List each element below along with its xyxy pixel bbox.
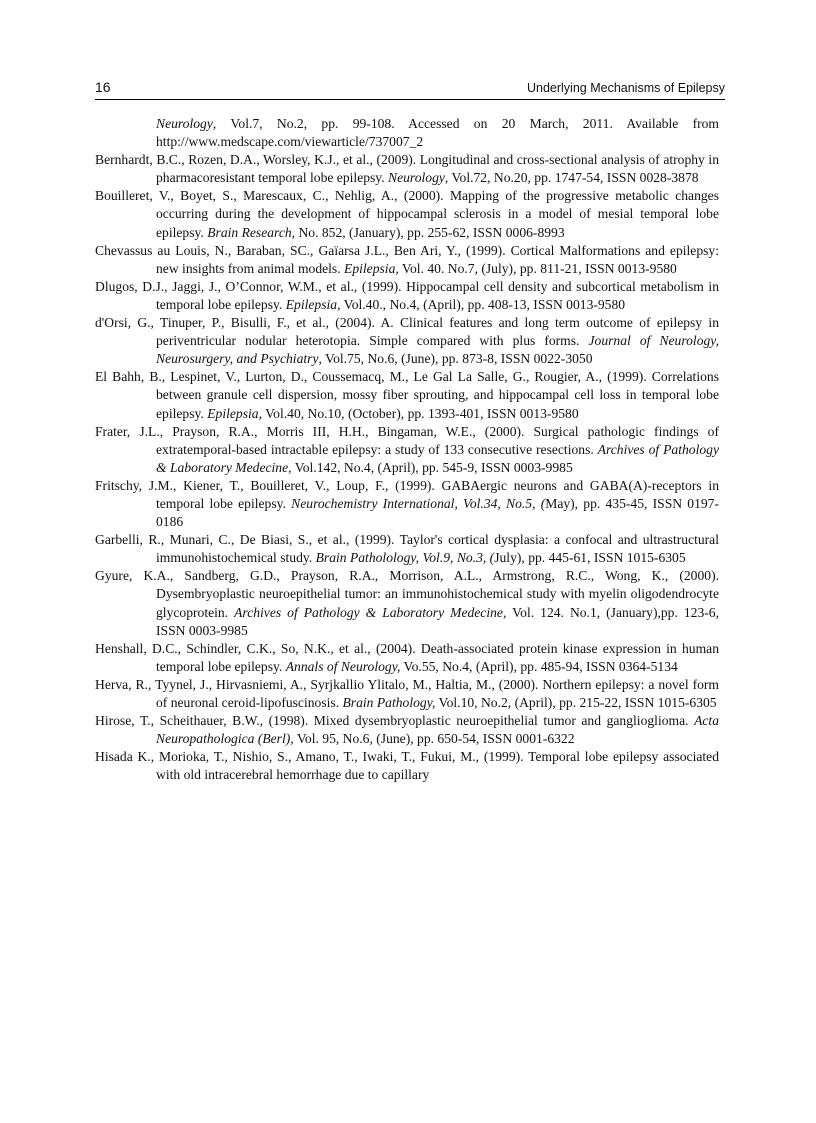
reference-entry: Garbelli, R., Munari, C., De Biasi, S., et al., (1999). Taylor's cortical dysplasia: a confocal and ultrastructural immunohistochemical study. Brain Patholology, Vol.9, No.3, (July), pp. 445-61, ISSN 1015-6305 bbox=[95, 532, 719, 566]
reference-entry: Dlugos, D.J., Jaggi, J., O’Connor, W.M., et al., (1999). Hippocampal cell density and subcortical metabolism in temporal lobe epilepsy. Epilepsia, Vol.40., No.4, (April), pp. 408-13, ISSN 0013-9580 bbox=[95, 278, 719, 312]
reference-entry: Chevassus au Louis, N., Baraban, SC., Gaïarsa J.L., Ben Ari, Y., (1999). Cortical Malformations and epilepsy: new insights from animal models. Epilepsia, Vol. 40. No.7, (July), pp. 811-21, ISSN 0013-9580 bbox=[95, 242, 719, 276]
reference-entry: Hisada K., Morioka, T., Nishio, S., Amano, T., Iwaki, T., Fukui, M., (1999). Temporal lobe epilepsy associated with old intracerebral hemorrhage due to capillary bbox=[95, 749, 719, 783]
page-header bbox=[95, 79, 725, 100]
reference-list bbox=[95, 115, 719, 784]
reference-entry: Bernhardt, B.C., Rozen, D.A., Worsley, K.J., et al., (2009). Longitudinal and cross-sectional analysis of atrophy in pharmacoresistant temporal lobe epilepsy. Neurology, Vol.72, No.20, pp. 1747-54, ISSN 0028-3878 bbox=[95, 152, 719, 186]
reference-entry: El Bahh, B., Lespinet, V., Lurton, D., Coussemacq, M., Le Gal La Salle, G., Rougier, A., (1999). Correlations between granule cell dispersion, mossy fiber sprouting, and hippocampal cell loss in temporal lobe epilepsy. Epilepsia, Vol.40, No.10, (October), pp. 1393-401, ISSN 0013-9580 bbox=[95, 369, 719, 421]
running-title: Underlying Mechanisms of Epilepsy bbox=[526, 81, 725, 95]
reference-entry: Bouilleret, V., Boyet, S., Marescaux, C., Nehlig, A., (2000). Mapping of the progressive metabolic changes occurring during the development of hippocampal sclerosis in a model of mesial temporal lobe epilepsy. Brain Research, No. 852, (January), pp. 255-62, ISSN 0006-8993 bbox=[95, 188, 719, 240]
reference-entry: Herva, R., Tyynel, J., Hirvasniemi, A., Syrjkallio Ylitalo, M., Haltia, M., (2000). Northern epilepsy: a novel form of neuronal ceroid-lipofuscinosis. Brain Pathology, Vol.10, No.2, (April), pp. 215-22, ISSN 1015-6305 bbox=[95, 676, 719, 710]
reference-entry: Hirose, T., Scheithauer, B.W., (1998). Mixed dysembryoplastic neuroepithelial tumor and ganglioglioma. Acta Neuropathologica (Berl), Vol. 95, No.6, (June), pp. 650-54, ISSN 0001-6322 bbox=[95, 713, 719, 747]
reference-entry: Henshall, D.C., Schindler, C.K., So, N.K., et al., (2004). Death-associated protein kinase expression in human temporal lobe epilepsy. Annals of Neurology, Vo.55, No.4, (April), pp. 485-94, ISSN 0364-5134 bbox=[95, 640, 719, 674]
reference-entry: Gyure, K.A., Sandberg, G.D., Prayson, R.A., Morrison, A.L., Armstrong, R.C., Wong, K., (2000). Dysembryoplastic neuroepithelial tumor: an immunohistochemical study with myelin oligodendrocyte glycoprotein. Archives of Pathology & Laboratory Medecine, Vol. 124. No.1, (January),pp. 123-6, ISSN 0003-9985 bbox=[95, 568, 719, 638]
reference-entry: Fritschy, J.M., Kiener, T., Bouilleret, V., Loup, F., (1999). GABAergic neurons and GABA(A)-receptors in temporal lobe epilepsy. Neurochemistry International, Vol.34, No.5, (May), pp. 435-45, ISSN 0197-0186 bbox=[95, 477, 719, 530]
reference-entry: Frater, J.L., Prayson, R.A., Morris III, H.H., Bingaman, W.E., (2000). Surgical pathologic findings of extratemporal-based intractable epilepsy: a study of 133 consecutive resections. Archives of Pathology & Laboratory Medecine, Vol.142, No.4, (April), pp. 545-9, ISSN 0003-9985 bbox=[95, 423, 719, 475]
page-number: 16 bbox=[95, 79, 111, 95]
reference-entry: d'Orsi, G., Tinuper, P., Bisulli, F., et al., (2004). A. Clinical features and long term outcome of epilepsy in periventricular nodular heterotopia. Simple compared with plus forms. Journal of Neurology, Neurosurgery, and Psychiatry, Vol.75, No.6, (June), pp. 873-8, ISSN 0022-3050 bbox=[95, 315, 719, 367]
reference-entry: Neurology, Vol.7, No.2, pp. 99-108. Accessed on 20 March, 2011. Available from http://www.medscape.com/viewarticle/737007_2 bbox=[156, 116, 719, 150]
